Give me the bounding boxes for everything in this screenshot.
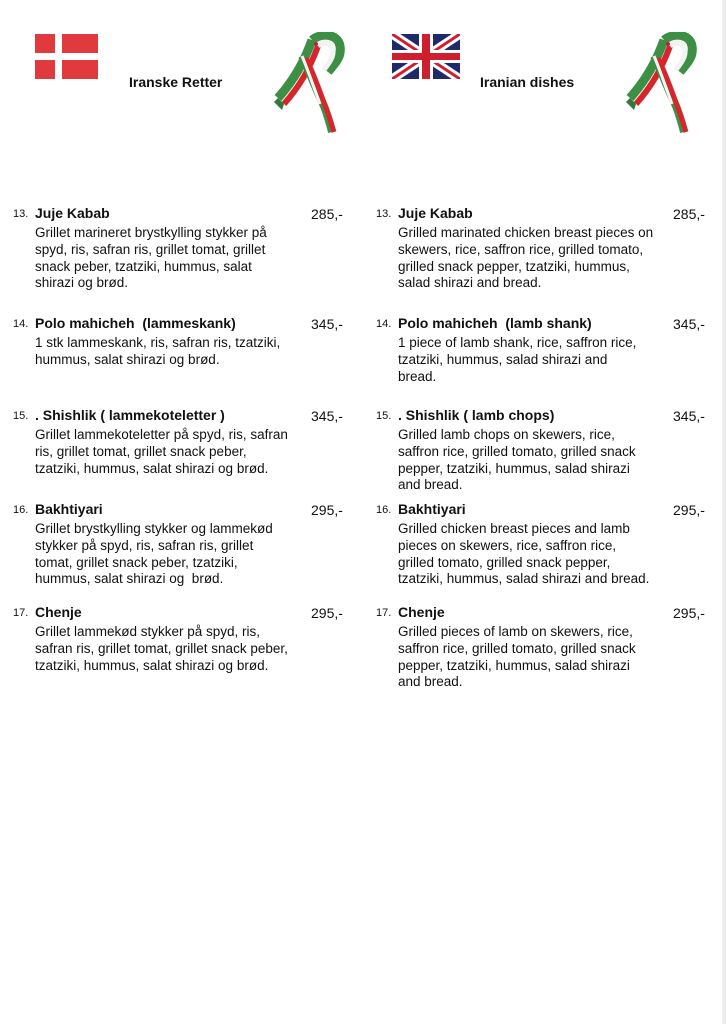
- item-name: Bakhtiyari: [35, 501, 103, 517]
- iran-ribbon-icon: [624, 32, 698, 136]
- item-price: 295,-: [673, 502, 705, 518]
- item-name: Chenje: [398, 604, 445, 620]
- denmark-flag-icon: [35, 34, 98, 79]
- item-price: 295,-: [311, 502, 343, 518]
- item-price: 345,-: [673, 408, 705, 424]
- item-description: Grillet lammekød stykker på spyd, ris, safran ris, grillet tomat, grillet snack peber, tzatziki, hummus, salat shirazi og brød.: [35, 624, 288, 673]
- item-price: 295,-: [673, 605, 705, 621]
- item-description: Grilled marinated chicken breast pieces on skewers, rice, saffron rice, grilled tomato, grilled snack pepper, tzatziki, hummus, salad shirazi and bread.: [398, 225, 654, 291]
- item-number: 14.: [13, 318, 29, 330]
- item-number: 15.: [13, 410, 29, 422]
- item-price: 345,-: [673, 316, 705, 332]
- item-name: . Shishlik ( lamb chops): [398, 407, 555, 423]
- item-name: Juje Kabab: [398, 205, 473, 221]
- item-number: 16.: [376, 504, 392, 516]
- item-number: 15.: [376, 410, 392, 422]
- item-number: 16.: [13, 504, 29, 516]
- item-description: 1 stk lammeskank, ris, safran ris, tzatziki, hummus, salat shirazi og brød.: [35, 335, 281, 367]
- item-price: 345,-: [311, 316, 343, 332]
- iran-ribbon-icon: [272, 32, 346, 136]
- united-kingdom-flag-icon: [392, 34, 460, 79]
- item-price: 345,-: [311, 408, 343, 424]
- item-description: Grillet lammekoteletter på spyd, ris, safran ris, grillet tomat, grillet snack peber, tzatziki, hummus, salat shirazi og brød.: [35, 427, 288, 476]
- item-description: Grilled chicken breast pieces and lamb pieces on skewers, rice, saffron rice, grilled tomato, grilled snack pepper, tzatziki, hummus, salad shirazi and bread.: [398, 521, 650, 587]
- item-description: Grilled lamb chops on skewers, rice, saffron rice, grilled tomato, grilled snack pepper, tzatziki, hummus, salad shirazi and bread.: [398, 427, 636, 493]
- item-description: Grilled pieces of lamb on skewers, rice, saffron rice, grilled tomato, grilled snack pepper, tzatziki, hummus, salad shirazi and bread.: [398, 624, 636, 690]
- item-number: 13.: [13, 208, 29, 220]
- left-header-title: Iranske Retter: [129, 74, 223, 90]
- item-number: 13.: [376, 208, 392, 220]
- right-header-title: Iranian dishes: [480, 74, 575, 90]
- item-price: 285,-: [673, 206, 705, 222]
- item-description: Grillet brystkylling stykker og lammekød stykker på spyd, ris, safran ris, grillet tomat, grillet snack peber, tzatziki, hummus, salat shirazi og brød.: [35, 521, 273, 587]
- item-number: 17.: [376, 607, 392, 619]
- item-description: 1 piece of lamb shank, rice, saffron rice, tzatziki, hummus, salad shirazi and bread.: [398, 335, 637, 384]
- item-number: 14.: [376, 318, 392, 330]
- item-description: Grillet marineret brystkylling stykker på spyd, ris, safran ris, grillet tomat, grillet snack peber, tzatziki, hummus, salat shirazi og brød.: [35, 225, 267, 291]
- page-edge: [722, 0, 726, 1024]
- item-name: Polo mahicheh (lamb shank): [398, 315, 592, 331]
- item-name: . Shishlik ( lammekoteletter ): [35, 407, 225, 423]
- item-name: Bakhtiyari: [398, 501, 466, 517]
- item-number: 17.: [13, 607, 29, 619]
- item-price: 285,-: [311, 206, 343, 222]
- item-name: Juje Kabab: [35, 205, 110, 221]
- item-name: Polo mahicheh (lammeskank): [35, 315, 236, 331]
- item-name: Chenje: [35, 604, 82, 620]
- item-price: 295,-: [311, 605, 343, 621]
